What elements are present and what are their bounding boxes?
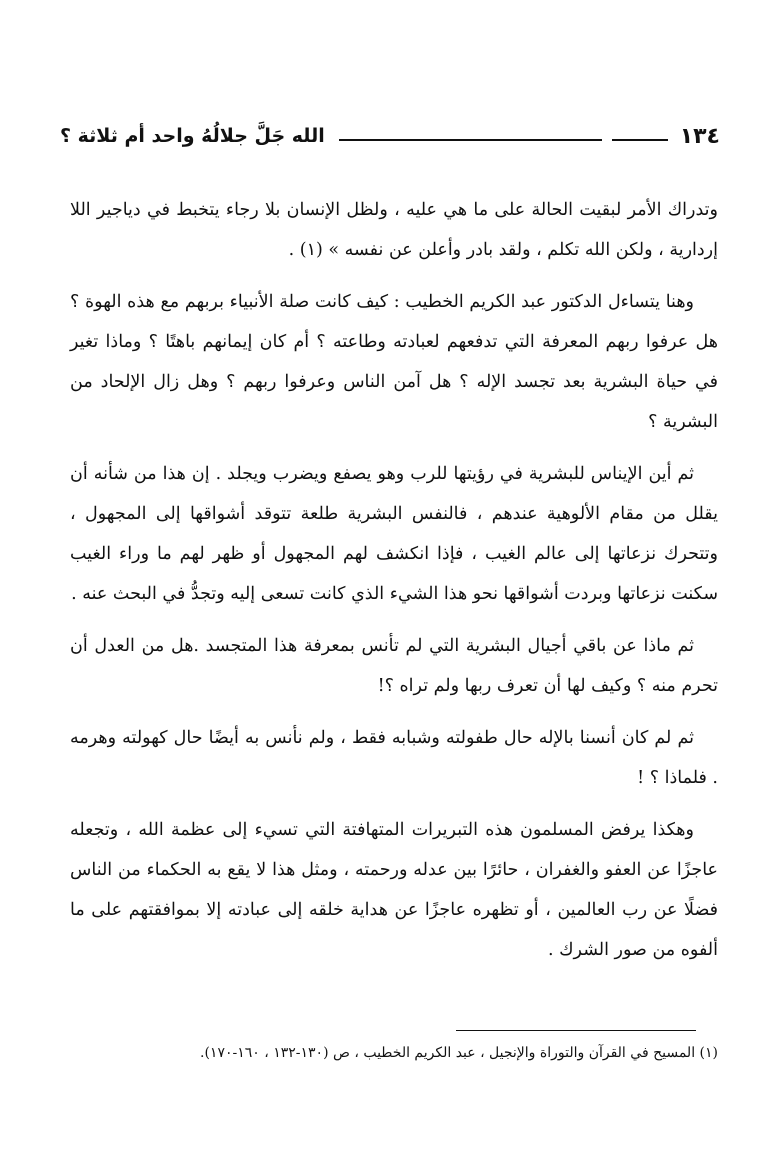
page-number: ١٣٤ — [679, 123, 720, 149]
running-header — [60, 118, 720, 154]
paragraph: ثم لم كان أنسنا بالإله حال طفولته وشبابه فقط ، ولم نأنس به أيضًا حال كهولته وهرمه . فلماذا ؟ ! — [70, 728, 718, 788]
paragraph: ثم ماذا عن باقي أجيال البشرية التي لم تأنس بمعرفة هذا المتجسد .هل من العدل أن تحرم منه ؟ وكيف لها أن تعرف ربها ولم تراه ؟! — [70, 636, 718, 696]
paragraph: ثم أين الإيناس للبشرية في رؤيتها للرب وهو يصفع ويضرب ويجلد . إن هذا من شأنه أن يقلل من مقام الألوهية عندهم ، فالنفس البشرية طلعة تتوقد أشواقها إلى المجهول ، وتتحرك نزعاتها إلى عالم الغيب ، فإذا انكشف لهم المجهول أو ظهر لهم ما وراء الغيب سكنت نزعاتها وبردت أشواقها نحو هذا الشيء الذي كانت تسعى إليه وتجدُّ في البحث عنه . — [70, 464, 718, 604]
paragraph: وهنا يتساءل الدكتور عبد الكريم الخطيب : كيف كانت صلة الأنبياء بربهم مع هذه الهوة ؟ هل عرفوا ربهم المعرفة التي تدفعهم لعبادته وطاعته ؟ أم كان إيمانهم باهتًا ؟ وماذا تغير في حياة البشرية بعد تجسد الإله ؟ هل آمن الناس وعرفوا ربهم ؟ وهل زال الإلحاد من البشرية ؟ — [70, 292, 718, 432]
footnote-divider — [456, 1030, 696, 1031]
footnote: (١) المسيح في القرآن والتوراة والإنجيل ، عبد الكريم الخطيب ، ص (١٣٠-١٣٢ ، ١٦٠-١٧٠). — [200, 1045, 718, 1061]
header-rule-long — [339, 139, 602, 141]
paragraph: وهكذا يرفض المسلمون هذه التبريرات المتهافتة التي تسيء إلى عظمة الله ، وتجعله عاجزًا عن العفو والغفران ، حائرًا بين عدله ورحمته ، ومثل هذا لا يقع به الحكماء من الناس فضلًا عن رب العالمين ، أو تظهره عاجزًا عن هداية خلقه إلى عبادته إلا بموافقتهم على ما ألفوه من صور الشرك . — [70, 820, 718, 960]
paragraph: وتدراك الأمر لبقيت الحالة على ما هي عليه ، ولظل الإنسان بلا رجاء يتخبط في دياجير اللا إردارية ، ولكن الله تكلم ، ولقد بادر وأعلن عن نفسه » (١) . — [70, 200, 718, 260]
header-title: الله جَلَّ جلالُهُ واحد أم ثلاثة ؟ — [60, 125, 325, 147]
body-text — [70, 190, 718, 982]
header-rule-short — [612, 139, 668, 141]
